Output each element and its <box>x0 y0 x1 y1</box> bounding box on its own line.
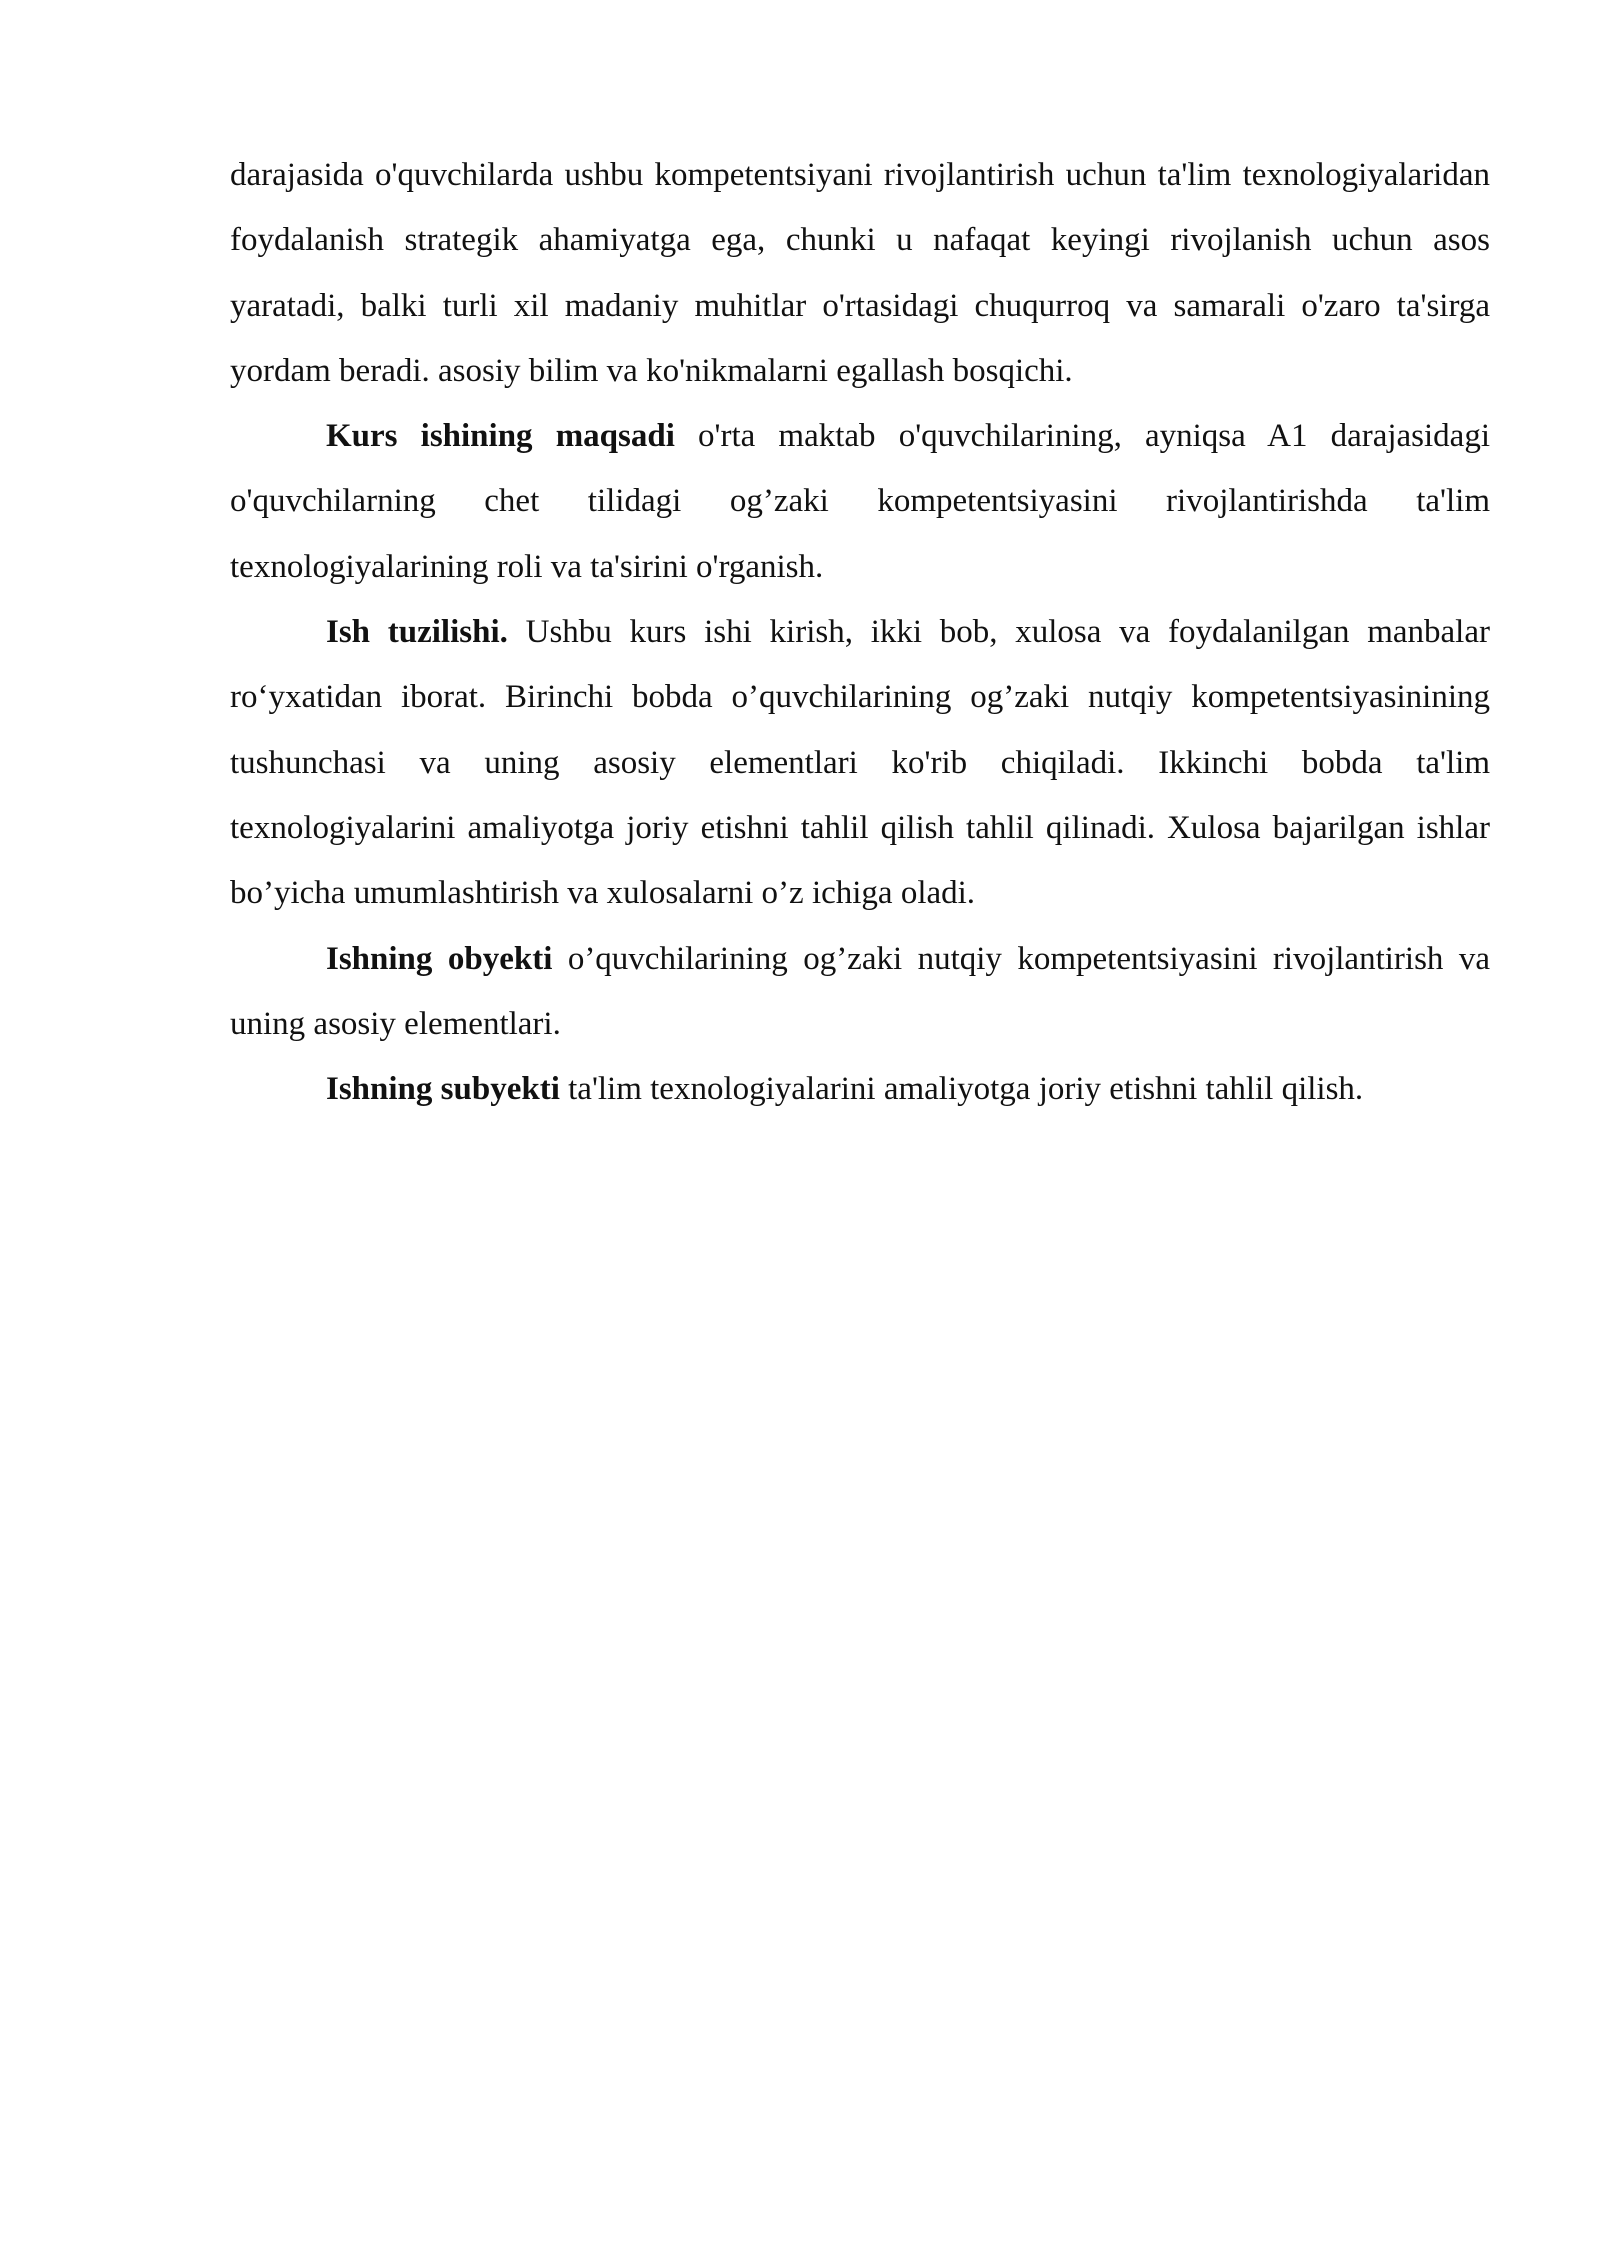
paragraph-heading-subject: Ishning subyekti <box>326 1071 560 1108</box>
paragraph-heading-object: Ishning obyekti <box>326 940 553 977</box>
paragraph-work-object <box>230 927 1490 1058</box>
paragraph-text: Ushbu kurs ishi kirish, ikki bob, xulosa va foydalanilgan manbalar ro‘yxatidan iborat. Birinchi bobda o’quvchilarining og’zaki nutqiy kompetentsiyasinining tushunchasi va uning asosiy elementlari ko'rib chiqiladi. Ikkinchi bobda ta'lim texnologiyalarini amaliyotga joriy etishni tahlil qilish tahlil qilinadi. Xulosa bajarilgan ishlar bo’yicha umumlashtirish va xulosalarni o’z ichiga oladi. <box>230 614 1490 912</box>
paragraph-text: ta'lim texnologiyalarini amaliyotga joriy etishni tahlil qilish. <box>559 1071 1364 1108</box>
paragraph-intro-continuation <box>230 143 1490 404</box>
paragraph-work-subject <box>230 1057 1490 1122</box>
body-text <box>230 143 1490 1122</box>
paragraph-text: o'rta maktab o'quvchilarining, ayniqsa A1 darajasidagi o'quvchilarning chet tilidagi og’zaki kompetentsiyasini rivojlantirishda ta'lim texnologiyalarining roli va ta'sirini o'rganish. <box>230 418 1491 585</box>
paragraph-text: o’quvchilarining og’zaki nutqiy kompetentsiyasini rivojlantirish va uning asosiy elementlari. <box>230 940 1490 1042</box>
paragraph-heading-goal: Kurs ishining maqsadi <box>326 418 675 455</box>
paragraph-work-structure <box>230 600 1490 926</box>
paragraph-text: darajasida o'quvchilarda ushbu kompetentsiyani rivojlantirish uchun ta'lim texnologiyalaridan foydalanish strategik ahamiyatga ega, chunki u nafaqat keyingi rivojlanish uchun asos yaratadi, balki turli xil madaniy muhitlar o'rtasidagi chuqurroq va samarali o'zaro ta'sirga yordam beradi. asosiy bilim va ko'nikmalarni egallash bosqichi. <box>230 157 1490 389</box>
paragraph-course-goal <box>230 404 1490 600</box>
paragraph-heading-structure: Ish tuzilishi. <box>326 614 508 651</box>
